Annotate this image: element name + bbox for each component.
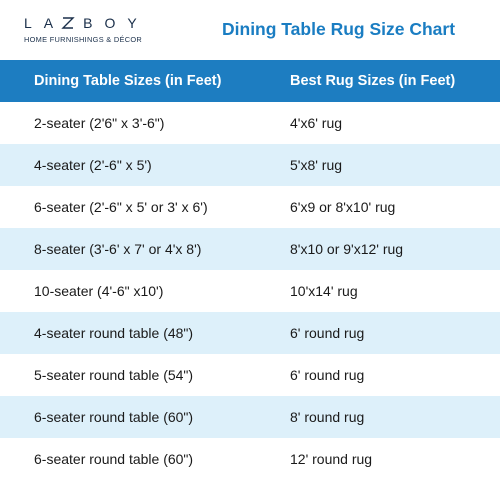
page-header <box>0 0 500 60</box>
rug-size-cell: 6' round rug <box>290 367 365 383</box>
rug-size-cell: 6' round rug <box>290 325 365 341</box>
table-size-cell: 2-seater (2'6" x 3'-6") <box>34 115 165 131</box>
rug-size-cell: 12' round rug <box>290 451 373 467</box>
table-size-cell: 4-seater round table (48") <box>34 325 194 341</box>
rug-size-table <box>0 60 500 480</box>
table-row <box>0 354 500 396</box>
rug-size-cell: 5'x8' rug <box>290 157 343 173</box>
table-size-cell: 8-seater (3'-6' x 7' or 4'x 8') <box>34 241 202 257</box>
table-row <box>0 102 500 144</box>
page-title: Dining Table Rug Size Chart <box>222 19 456 39</box>
logo-text-right: BOY <box>83 15 149 31</box>
table-row <box>0 186 500 228</box>
table-size-cell: 4-seater (2'-6" x 5') <box>34 157 152 173</box>
table-row <box>0 438 500 480</box>
table-row <box>0 270 500 312</box>
z-logo-icon <box>61 16 75 30</box>
table-row <box>0 312 500 354</box>
logo-wordmark <box>24 15 194 31</box>
table-size-cell: 5-seater round table (54") <box>34 367 194 383</box>
logo-text-left: LA <box>24 15 66 31</box>
brand-tagline: HOME FURNISHINGS & DÉCOR <box>24 35 143 44</box>
rug-size-cell: 6'x9 or 8'x10' rug <box>290 199 396 215</box>
table-row <box>0 144 500 186</box>
table-header-row <box>0 60 500 102</box>
table-size-cell: 6-seater round table (60") <box>34 451 194 467</box>
rug-size-cell: 10'x14' rug <box>290 283 358 299</box>
column-header-table-sizes: Dining Table Sizes (in Feet) <box>34 73 222 89</box>
table-row <box>0 396 500 438</box>
rug-size-cell: 4'x6' rug <box>290 115 343 131</box>
table-size-cell: 6-seater (2'-6" x 5' or 3' x 6') <box>34 199 208 215</box>
table-row <box>0 228 500 270</box>
rug-size-cell: 8'x10 or 9'x12' rug <box>290 241 404 257</box>
rug-size-cell: 8' round rug <box>290 409 365 425</box>
column-header-rug-sizes: Best Rug Sizes (in Feet) <box>290 73 456 89</box>
table-size-cell: 6-seater round table (60") <box>34 409 194 425</box>
table-size-cell: 10-seater (4'-6" x10') <box>34 283 164 299</box>
brand-logo <box>24 15 194 44</box>
